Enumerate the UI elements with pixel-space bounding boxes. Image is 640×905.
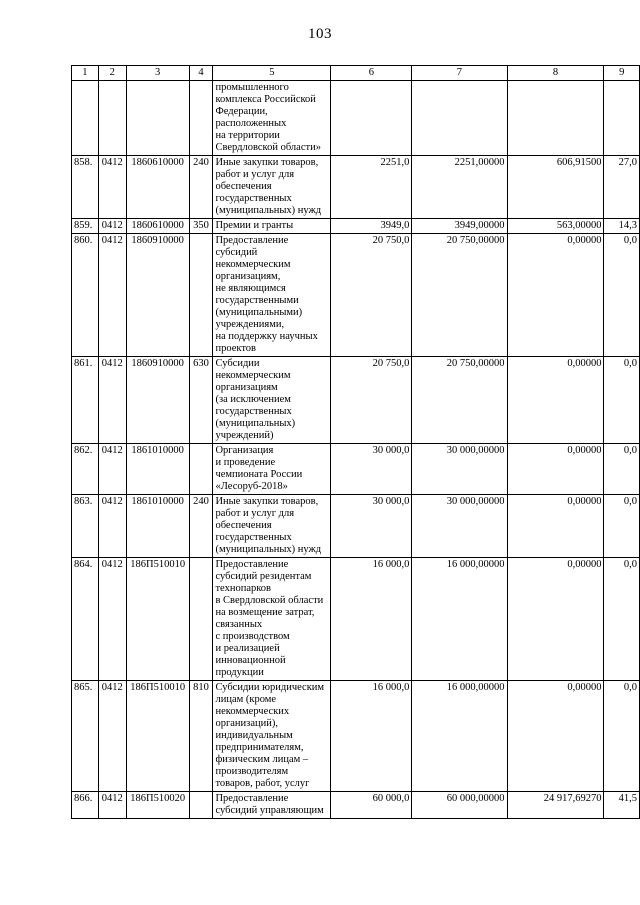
executed-amount-cell: 0,00000 bbox=[507, 357, 604, 444]
target-article-cell: 1860910000 bbox=[126, 357, 189, 444]
execution-percent-cell: 0,0 bbox=[604, 234, 640, 357]
row-number-cell: 865. bbox=[72, 681, 99, 792]
table-row bbox=[72, 156, 640, 219]
table-row bbox=[72, 558, 640, 681]
header-col-9: 9 bbox=[604, 66, 640, 81]
expense-type-cell bbox=[189, 444, 213, 495]
row-number-cell: 861. bbox=[72, 357, 99, 444]
item-name-cell: Иные закупки товаров, работ и услуг для обеспечения государственных (муниципальных) нужд bbox=[213, 495, 331, 558]
target-article-cell: 1860910000 bbox=[126, 234, 189, 357]
item-name-cell: Организация и проведение чемпионата России «Лесоруб-2018» bbox=[213, 444, 331, 495]
expense-type-cell: 240 bbox=[189, 156, 213, 219]
section-code-cell: 0412 bbox=[98, 495, 126, 558]
execution-percent-cell: 0,0 bbox=[604, 558, 640, 681]
item-name-cell: Предоставление субсидий некоммерческим организациям, не являющимся государственными (муниципальными) учреждениями, на поддержку научных проектов bbox=[213, 234, 331, 357]
execution-percent-cell: 0,0 bbox=[604, 495, 640, 558]
executed-amount-cell: 0,00000 bbox=[507, 681, 604, 792]
item-name-cell: Субсидии некоммерческим организациям (за исключением государственных (муниципальных) учреждений) bbox=[213, 357, 331, 444]
expense-type-cell: 350 bbox=[189, 219, 213, 234]
target-article-cell bbox=[126, 81, 189, 156]
target-article-cell: 1860610000 bbox=[126, 156, 189, 219]
executed-amount-cell: 0,00000 bbox=[507, 234, 604, 357]
header-col-7: 7 bbox=[412, 66, 507, 81]
expense-type-cell bbox=[189, 558, 213, 681]
section-code-cell: 0412 bbox=[98, 156, 126, 219]
approved-amount-cell: 60 000,00000 bbox=[412, 792, 507, 819]
approved-amount-cell: 30 000,00000 bbox=[412, 444, 507, 495]
executed-amount-cell: 0,00000 bbox=[507, 495, 604, 558]
header-row bbox=[72, 66, 640, 81]
expense-type-cell bbox=[189, 81, 213, 156]
expense-type-cell: 810 bbox=[189, 681, 213, 792]
expense-type-cell: 240 bbox=[189, 495, 213, 558]
target-article-cell: 1861010000 bbox=[126, 444, 189, 495]
target-article-cell: 186П510010 bbox=[126, 558, 189, 681]
row-number-cell: 863. bbox=[72, 495, 99, 558]
executed-amount-cell: 24 917,69270 bbox=[507, 792, 604, 819]
budget-table bbox=[71, 65, 640, 819]
table-row bbox=[72, 792, 640, 819]
header-col-2: 2 bbox=[98, 66, 126, 81]
header-col-6: 6 bbox=[331, 66, 412, 81]
target-article-cell: 1861010000 bbox=[126, 495, 189, 558]
header-col-1: 1 bbox=[72, 66, 99, 81]
header-col-5: 5 bbox=[213, 66, 331, 81]
executed-amount-cell: 0,00000 bbox=[507, 558, 604, 681]
planned-amount-cell: 30 000,0 bbox=[331, 444, 412, 495]
executed-amount-cell: 0,00000 bbox=[507, 444, 604, 495]
target-article-cell: 1860610000 bbox=[126, 219, 189, 234]
row-number-cell: 858. bbox=[72, 156, 99, 219]
expense-type-cell: 630 bbox=[189, 357, 213, 444]
section-code-cell: 0412 bbox=[98, 219, 126, 234]
planned-amount-cell: 2251,0 bbox=[331, 156, 412, 219]
execution-percent-cell: 41,5 bbox=[604, 792, 640, 819]
planned-amount-cell bbox=[331, 81, 412, 156]
table-body bbox=[72, 81, 640, 819]
table-row bbox=[72, 681, 640, 792]
approved-amount-cell: 3949,00000 bbox=[412, 219, 507, 234]
header-col-8: 8 bbox=[507, 66, 604, 81]
table-row bbox=[72, 81, 640, 156]
section-code-cell: 0412 bbox=[98, 234, 126, 357]
item-name-cell: Предоставление субсидий управляющим bbox=[213, 792, 331, 819]
row-number-cell: 864. bbox=[72, 558, 99, 681]
execution-percent-cell bbox=[604, 81, 640, 156]
page-number: 103 bbox=[308, 26, 332, 42]
row-number-cell: 859. bbox=[72, 219, 99, 234]
section-code-cell: 0412 bbox=[98, 681, 126, 792]
header-col-4: 4 bbox=[189, 66, 213, 81]
planned-amount-cell: 30 000,0 bbox=[331, 495, 412, 558]
approved-amount-cell: 20 750,00000 bbox=[412, 234, 507, 357]
approved-amount-cell bbox=[412, 81, 507, 156]
execution-percent-cell: 0,0 bbox=[604, 357, 640, 444]
table-row bbox=[72, 357, 640, 444]
planned-amount-cell: 16 000,0 bbox=[331, 681, 412, 792]
approved-amount-cell: 2251,00000 bbox=[412, 156, 507, 219]
section-code-cell: 0412 bbox=[98, 558, 126, 681]
table-row bbox=[72, 495, 640, 558]
executed-amount-cell: 563,00000 bbox=[507, 219, 604, 234]
row-number-cell: 866. bbox=[72, 792, 99, 819]
item-name-cell: Иные закупки товаров, работ и услуг для обеспечения государственных (муниципальных) нужд bbox=[213, 156, 331, 219]
planned-amount-cell: 16 000,0 bbox=[331, 558, 412, 681]
execution-percent-cell: 14,3 bbox=[604, 219, 640, 234]
row-number-cell: 862. bbox=[72, 444, 99, 495]
table-row bbox=[72, 219, 640, 234]
item-name-cell: Предоставление субсидий резидентам технопарков в Свердловской области на возмещение затрат, связанных с производством и реализацией инновационной продукции bbox=[213, 558, 331, 681]
section-code-cell: 0412 bbox=[98, 444, 126, 495]
section-code-cell bbox=[98, 81, 126, 156]
section-code-cell: 0412 bbox=[98, 357, 126, 444]
executed-amount-cell bbox=[507, 81, 604, 156]
approved-amount-cell: 16 000,00000 bbox=[412, 558, 507, 681]
executed-amount-cell: 606,91500 bbox=[507, 156, 604, 219]
approved-amount-cell: 30 000,00000 bbox=[412, 495, 507, 558]
planned-amount-cell: 60 000,0 bbox=[331, 792, 412, 819]
expense-type-cell bbox=[189, 792, 213, 819]
table-row bbox=[72, 234, 640, 357]
row-number-cell bbox=[72, 81, 99, 156]
item-name-cell: Субсидии юридическим лицам (кроме некоммерческих организаций), индивидуальным предпринимателям, физическим лицам – производителям товаров, работ, услуг bbox=[213, 681, 331, 792]
execution-percent-cell: 27,0 bbox=[604, 156, 640, 219]
item-name-cell: промышленного комплекса Российской Федерации, расположенных на территории Свердловской области» bbox=[213, 81, 331, 156]
execution-percent-cell: 0,0 bbox=[604, 681, 640, 792]
approved-amount-cell: 16 000,00000 bbox=[412, 681, 507, 792]
planned-amount-cell: 20 750,0 bbox=[331, 234, 412, 357]
planned-amount-cell: 20 750,0 bbox=[331, 357, 412, 444]
execution-percent-cell: 0,0 bbox=[604, 444, 640, 495]
planned-amount-cell: 3949,0 bbox=[331, 219, 412, 234]
item-name-cell: Премии и гранты bbox=[213, 219, 331, 234]
row-number-cell: 860. bbox=[72, 234, 99, 357]
approved-amount-cell: 20 750,00000 bbox=[412, 357, 507, 444]
header-col-3: 3 bbox=[126, 66, 189, 81]
target-article-cell: 186П510010 bbox=[126, 681, 189, 792]
table-row bbox=[72, 444, 640, 495]
section-code-cell: 0412 bbox=[98, 792, 126, 819]
expense-type-cell bbox=[189, 234, 213, 357]
target-article-cell: 186П510020 bbox=[126, 792, 189, 819]
